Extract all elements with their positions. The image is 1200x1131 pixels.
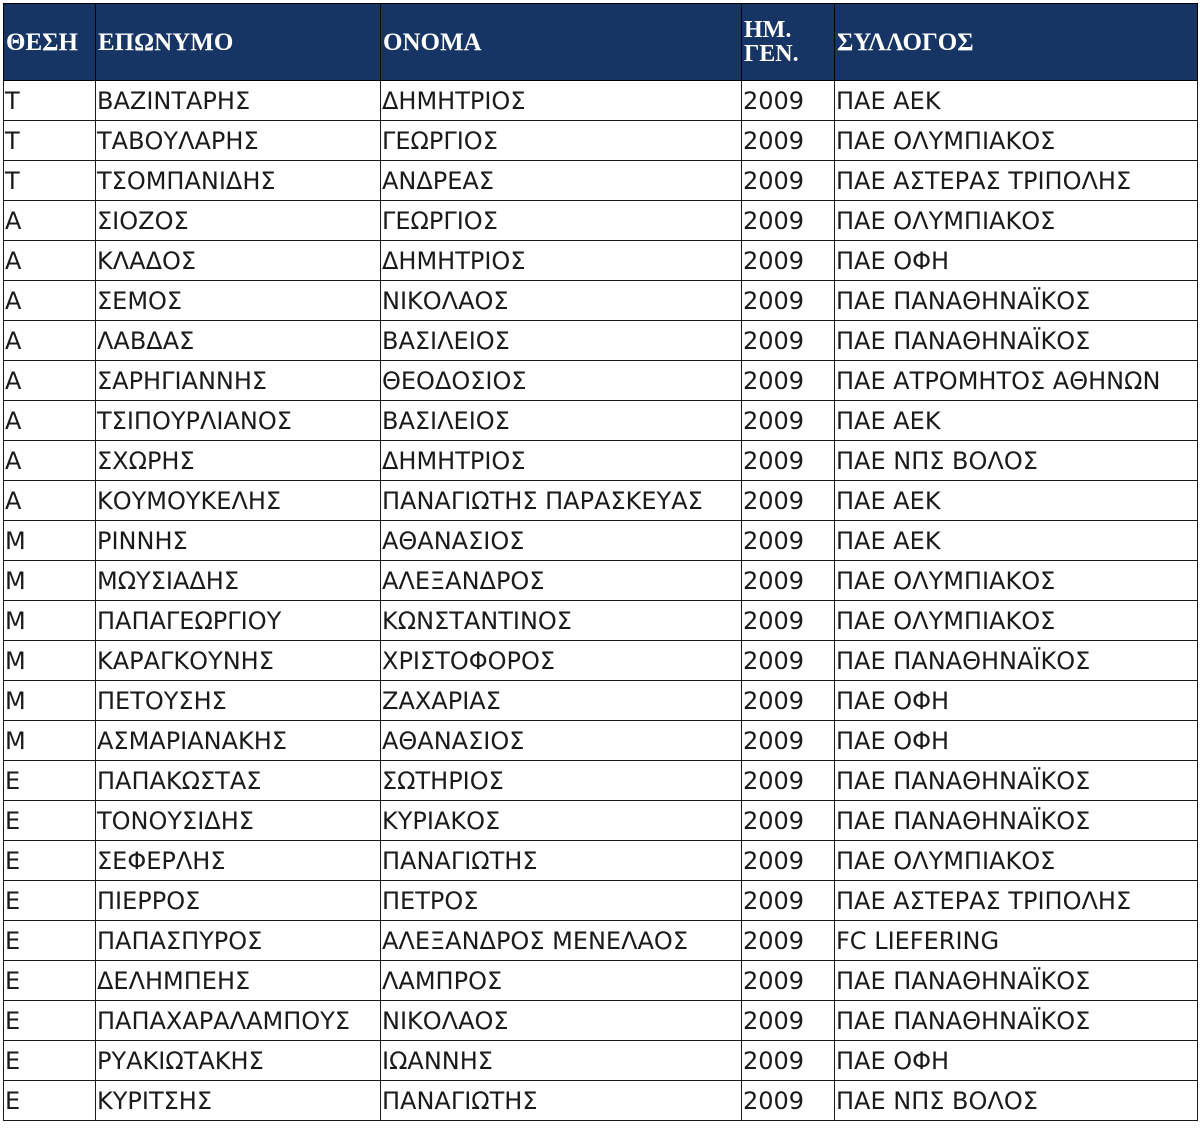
cell-club: ΠΑΕ ΠΑΝΑΘΗΝΑΪΚΟΣ (835, 1001, 1198, 1041)
cell-surname: ΠΙΕΡΡΟΣ (96, 881, 381, 921)
cell-position: Α (4, 401, 96, 441)
cell-birth-year: 2009 (742, 81, 835, 121)
cell-name: ΘΕΟΔΟΣΙΟΣ (381, 361, 742, 401)
cell-position: Τ (4, 161, 96, 201)
cell-name: ΔΗΜΗΤΡΙΟΣ (381, 441, 742, 481)
table-body (4, 81, 1198, 1121)
cell-birth-year: 2009 (742, 761, 835, 801)
header-name: ΟΝΟΜΑ (381, 4, 742, 81)
table-row (4, 1081, 1198, 1121)
cell-club: ΠΑΕ ΑΕΚ (835, 481, 1198, 521)
cell-birth-year: 2009 (742, 281, 835, 321)
cell-surname: ΣΕΜΟΣ (96, 281, 381, 321)
cell-position: Α (4, 321, 96, 361)
cell-name: ΧΡΙΣΤΟΦΟΡΟΣ (381, 641, 742, 681)
cell-name: ΑΛΕΞΑΝΔΡΟΣ (381, 561, 742, 601)
table-row (4, 81, 1198, 121)
table-header (4, 4, 1198, 81)
cell-name: ΚΥΡΙΑΚΟΣ (381, 801, 742, 841)
cell-name: ΠΑΝΑΓΙΩΤΗΣ ΠΑΡΑΣΚΕΥΑΣ (381, 481, 742, 521)
cell-name: ΓΕΩΡΓΙΟΣ (381, 121, 742, 161)
cell-surname: ΣΧΩΡΗΣ (96, 441, 381, 481)
cell-club: ΠΑΕ ΑΣΤΕΡΑΣ ΤΡΙΠΟΛΗΣ (835, 161, 1198, 201)
cell-club: ΠΑΕ ΟΦΗ (835, 241, 1198, 281)
cell-surname: ΣΑΡΗΓΙΑΝΝΗΣ (96, 361, 381, 401)
cell-surname: ΠΑΠΑΓΕΩΡΓΙΟΥ (96, 601, 381, 641)
cell-position: Μ (4, 601, 96, 641)
cell-club: ΠΑΕ ΠΑΝΑΘΗΝΑΪΚΟΣ (835, 801, 1198, 841)
cell-position: Α (4, 481, 96, 521)
table-row (4, 321, 1198, 361)
header-birth-year-line1: ΗΜ. (744, 17, 792, 43)
cell-position: Ε (4, 921, 96, 961)
cell-surname: ΠΑΠΑΣΠΥΡΟΣ (96, 921, 381, 961)
header-position: ΘΕΣΗ (4, 4, 96, 81)
cell-name: ΝΙΚΟΛΑΟΣ (381, 281, 742, 321)
cell-name: ΠΑΝΑΓΙΩΤΗΣ (381, 841, 742, 881)
cell-position: Τ (4, 81, 96, 121)
cell-position: Α (4, 441, 96, 481)
cell-club: ΠΑΕ ΟΛΥΜΠΙΑΚΟΣ (835, 601, 1198, 641)
cell-surname: ΚΟΥΜΟΥΚΕΛΗΣ (96, 481, 381, 521)
table-row (4, 241, 1198, 281)
table-row (4, 521, 1198, 561)
cell-position: Α (4, 241, 96, 281)
cell-name: ΑΘΑΝΑΣΙΟΣ (381, 721, 742, 761)
cell-club: ΠΑΕ ΑΕΚ (835, 81, 1198, 121)
table-row (4, 681, 1198, 721)
table-row (4, 441, 1198, 481)
cell-name: ΝΙΚΟΛΑΟΣ (381, 1001, 742, 1041)
cell-surname: ΤΣΙΠΟΥΡΛΙΑΝΟΣ (96, 401, 381, 441)
cell-surname: ΡΙΝΝΗΣ (96, 521, 381, 561)
cell-birth-year: 2009 (742, 641, 835, 681)
cell-name: ΠΕΤΡΟΣ (381, 881, 742, 921)
cell-club: ΠΑΕ ΠΑΝΑΘΗΝΑΪΚΟΣ (835, 641, 1198, 681)
cell-club: ΠΑΕ ΟΛΥΜΠΙΑΚΟΣ (835, 561, 1198, 601)
cell-surname: ΠΕΤΟΥΣΗΣ (96, 681, 381, 721)
cell-birth-year: 2009 (742, 321, 835, 361)
table-row (4, 1041, 1198, 1081)
cell-position: Μ (4, 521, 96, 561)
cell-club: ΠΑΕ ΠΑΝΑΘΗΝΑΪΚΟΣ (835, 961, 1198, 1001)
cell-birth-year: 2009 (742, 481, 835, 521)
cell-position: Ε (4, 841, 96, 881)
cell-position: Α (4, 281, 96, 321)
cell-position: Τ (4, 121, 96, 161)
table-row (4, 961, 1198, 1001)
table-row (4, 361, 1198, 401)
cell-position: Ε (4, 1081, 96, 1121)
cell-surname: ΛΑΒΔΑΣ (96, 321, 381, 361)
cell-name: ΒΑΣΙΛΕΙΟΣ (381, 321, 742, 361)
cell-birth-year: 2009 (742, 881, 835, 921)
cell-birth-year: 2009 (742, 561, 835, 601)
cell-position: Ε (4, 761, 96, 801)
cell-club: ΠΑΕ ΠΑΝΑΘΗΝΑΪΚΟΣ (835, 321, 1198, 361)
cell-position: Μ (4, 641, 96, 681)
cell-name: ΔΗΜΗΤΡΙΟΣ (381, 81, 742, 121)
table-row (4, 481, 1198, 521)
cell-club: ΠΑΕ ΟΦΗ (835, 681, 1198, 721)
cell-birth-year: 2009 (742, 1041, 835, 1081)
cell-surname: ΚΥΡΙΤΣΗΣ (96, 1081, 381, 1121)
table-row (4, 601, 1198, 641)
cell-position: Ε (4, 881, 96, 921)
cell-surname: ΡΥΑΚΙΩΤΑΚΗΣ (96, 1041, 381, 1081)
cell-surname: ΣΙΟΖΟΣ (96, 201, 381, 241)
cell-position: Ε (4, 1001, 96, 1041)
cell-club: ΠΑΕ ΟΦΗ (835, 1041, 1198, 1081)
cell-club: ΠΑΕ ΟΛΥΜΠΙΑΚΟΣ (835, 201, 1198, 241)
cell-birth-year: 2009 (742, 721, 835, 761)
cell-name: ΑΛΕΞΑΝΔΡΟΣ ΜΕΝΕΛΑΟΣ (381, 921, 742, 961)
cell-position: Μ (4, 681, 96, 721)
cell-birth-year: 2009 (742, 681, 835, 721)
cell-position: Α (4, 201, 96, 241)
table-row (4, 1001, 1198, 1041)
cell-club: ΠΑΕ ΑΤΡΟΜΗΤΟΣ ΑΘΗΝΩΝ (835, 361, 1198, 401)
table-row (4, 721, 1198, 761)
cell-club: ΠΑΕ ΠΑΝΑΘΗΝΑΪΚΟΣ (835, 761, 1198, 801)
cell-birth-year: 2009 (742, 1081, 835, 1121)
table-row (4, 561, 1198, 601)
cell-surname: ΚΑΡΑΓΚΟΥΝΗΣ (96, 641, 381, 681)
header-surname: ΕΠΩΝΥΜΟ (96, 4, 381, 81)
cell-name: ΣΩΤΗΡΙΟΣ (381, 761, 742, 801)
cell-surname: ΑΣΜΑΡΙΑΝΑΚΗΣ (96, 721, 381, 761)
cell-position: Μ (4, 721, 96, 761)
cell-birth-year: 2009 (742, 841, 835, 881)
cell-birth-year: 2009 (742, 801, 835, 841)
cell-birth-year: 2009 (742, 961, 835, 1001)
roster-table (3, 3, 1198, 1121)
cell-position: Μ (4, 561, 96, 601)
cell-surname: ΔΕΛΗΜΠΕΗΣ (96, 961, 381, 1001)
cell-surname: ΜΩΥΣΙΑΔΗΣ (96, 561, 381, 601)
cell-name: ΚΩΝΣΤΑΝΤΙΝΟΣ (381, 601, 742, 641)
table-row (4, 161, 1198, 201)
cell-name: ΙΩΑΝΝΗΣ (381, 1041, 742, 1081)
cell-name: ΠΑΝΑΓΙΩΤΗΣ (381, 1081, 742, 1121)
cell-surname: ΠΑΠΑΚΩΣΤΑΣ (96, 761, 381, 801)
cell-surname: ΤΑΒΟΥΛΑΡΗΣ (96, 121, 381, 161)
cell-name: ΔΗΜΗΤΡΙΟΣ (381, 241, 742, 281)
table-row (4, 201, 1198, 241)
cell-club: ΠΑΕ ΑΕΚ (835, 521, 1198, 561)
cell-birth-year: 2009 (742, 521, 835, 561)
cell-club: FC LIEFERING (835, 921, 1198, 961)
cell-birth-year: 2009 (742, 241, 835, 281)
cell-surname: ΒΑΖΙΝΤΑΡΗΣ (96, 81, 381, 121)
cell-surname: ΚΛΑΔΟΣ (96, 241, 381, 281)
cell-club: ΠΑΕ ΝΠΣ ΒΟΛΟΣ (835, 441, 1198, 481)
cell-position: Ε (4, 961, 96, 1001)
cell-name: ΖΑΧΑΡΙΑΣ (381, 681, 742, 721)
header-birth-year-line2: ΓΕΝ. (744, 41, 799, 67)
cell-birth-year: 2009 (742, 441, 835, 481)
cell-position: Α (4, 361, 96, 401)
cell-birth-year: 2009 (742, 201, 835, 241)
cell-surname: ΠΑΠΑΧΑΡΑΛΑΜΠΟΥΣ (96, 1001, 381, 1041)
table-row (4, 401, 1198, 441)
cell-birth-year: 2009 (742, 161, 835, 201)
cell-name: ΑΘΑΝΑΣΙΟΣ (381, 521, 742, 561)
table-row (4, 801, 1198, 841)
table-row (4, 641, 1198, 681)
cell-position: Ε (4, 801, 96, 841)
cell-name: ΛΑΜΠΡΟΣ (381, 961, 742, 1001)
table-row (4, 121, 1198, 161)
header-row (4, 4, 1198, 81)
cell-name: ΒΑΣΙΛΕΙΟΣ (381, 401, 742, 441)
cell-birth-year: 2009 (742, 121, 835, 161)
table-row (4, 841, 1198, 881)
cell-name: ΓΕΩΡΓΙΟΣ (381, 201, 742, 241)
cell-name: ΑΝΔΡΕΑΣ (381, 161, 742, 201)
table-row (4, 921, 1198, 961)
cell-club: ΠΑΕ ΟΦΗ (835, 721, 1198, 761)
cell-birth-year: 2009 (742, 401, 835, 441)
cell-birth-year: 2009 (742, 1001, 835, 1041)
table-row (4, 761, 1198, 801)
cell-position: Ε (4, 1041, 96, 1081)
table-row (4, 881, 1198, 921)
header-birth-year (742, 4, 835, 81)
cell-club: ΠΑΕ ΑΣΤΕΡΑΣ ΤΡΙΠΟΛΗΣ (835, 881, 1198, 921)
cell-birth-year: 2009 (742, 921, 835, 961)
cell-club: ΠΑΕ ΑΕΚ (835, 401, 1198, 441)
cell-birth-year: 2009 (742, 361, 835, 401)
cell-surname: ΤΣΟΜΠΑΝΙΔΗΣ (96, 161, 381, 201)
cell-club: ΠΑΕ ΝΠΣ ΒΟΛΟΣ (835, 1081, 1198, 1121)
cell-surname: ΤΟΝΟΥΣΙΔΗΣ (96, 801, 381, 841)
cell-club: ΠΑΕ ΟΛΥΜΠΙΑΚΟΣ (835, 841, 1198, 881)
cell-birth-year: 2009 (742, 601, 835, 641)
cell-club: ΠΑΕ ΟΛΥΜΠΙΑΚΟΣ (835, 121, 1198, 161)
cell-club: ΠΑΕ ΠΑΝΑΘΗΝΑΪΚΟΣ (835, 281, 1198, 321)
cell-surname: ΣΕΦΕΡΛΗΣ (96, 841, 381, 881)
header-club: ΣΥΛΛΟΓΟΣ (835, 4, 1198, 81)
table-row (4, 281, 1198, 321)
